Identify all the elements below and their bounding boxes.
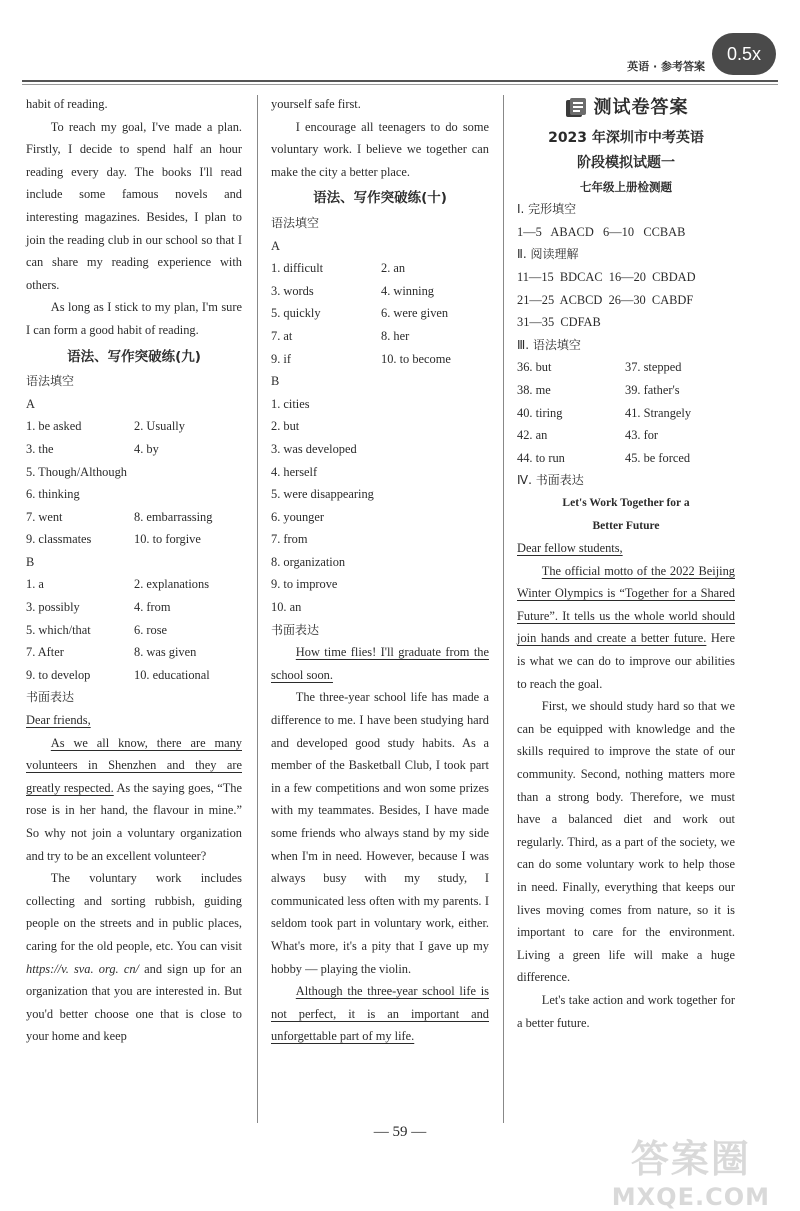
paragraph <box>271 980 489 1048</box>
answer-item: 2. an <box>381 261 406 276</box>
exam-subtitle: 阶段模拟试题一 <box>577 154 675 171</box>
document-icon <box>564 97 588 119</box>
underlined-sentence: As we all know, there are many volunteers in Shenzhen and they are greatly respected. <box>26 735 242 795</box>
greeting: Dear fellow students, <box>517 541 623 556</box>
answer-item: 44. to run <box>517 450 565 465</box>
part-label: B <box>26 554 35 569</box>
part-label: B <box>271 374 280 389</box>
answer-item: 4. by <box>134 441 159 456</box>
part-label: A <box>271 238 280 253</box>
answer-item: 5. were disappearing <box>271 487 374 502</box>
answer-item: 10. to become <box>381 351 451 366</box>
answer-item: 8. her <box>381 328 410 343</box>
section-label: Ⅳ. 书面表达 <box>517 473 584 488</box>
answer-item: 10. to forgive <box>134 532 201 547</box>
answer-item: 3. was developed <box>271 441 357 456</box>
answer-item: 8. organization <box>271 554 346 569</box>
paragraph: yourself safe first. <box>271 97 361 111</box>
column-divider <box>257 95 258 1123</box>
answer-item: 9. to develop <box>26 667 91 682</box>
sentence: The voluntary work includes collecting and sorting rubbish, guiding people on the streets and in public places, caring for the old people, etc. You can visit <box>26 871 242 953</box>
answer-item: 41. Strangely <box>625 405 692 420</box>
sentence: As the saying goes, “The rose is in her hand, the flavour in mine.” So why not join a voluntary organization and try to be an excellent volunteer? <box>26 780 242 863</box>
answer-item: 6. younger <box>271 509 324 524</box>
sentence: Here is what we can do to improve our abilities to reach the goal. <box>517 631 736 691</box>
answer-item: 2. Usually <box>134 419 185 434</box>
answer-item: 4. from <box>134 600 171 615</box>
answer-item: 5. quickly <box>271 306 321 321</box>
answer-grid <box>271 257 489 370</box>
answer-item: 8. embarrassing <box>134 509 213 524</box>
running-header: 英语 · 参考答案 <box>627 60 705 73</box>
grammar-label: 语法填空 <box>271 215 320 230</box>
answer-item: 3. the <box>26 441 54 456</box>
answer-item: 39. father's <box>625 382 680 397</box>
answer-item: 1. be asked <box>26 419 82 434</box>
answer-item: 4. winning <box>381 283 435 298</box>
page-number: — 59 — <box>373 1124 427 1140</box>
column-divider <box>503 95 504 1123</box>
section-label: Ⅰ. 完形填空 <box>517 202 577 217</box>
answer-row: 21—25 ACBCD 26—30 CABDF <box>517 292 694 307</box>
paragraph: habit of reading. <box>26 97 108 111</box>
answer-item: 43. for <box>625 428 659 443</box>
answer-row: 11—15 BDCAC 16—20 CBDAD <box>517 269 696 284</box>
answer-item: 5. which/that <box>26 622 91 637</box>
grammar-label: 语法填空 <box>26 374 75 389</box>
answer-grid <box>26 415 242 551</box>
paragraph <box>26 732 242 868</box>
answer-item: 6. were given <box>381 306 449 321</box>
answer-list <box>271 393 489 619</box>
essay-title: Better Future <box>592 519 660 532</box>
answer-item: 1. difficult <box>271 261 324 276</box>
answer-item: 42. an <box>517 428 548 443</box>
section-label: Ⅲ. 语法填空 <box>517 337 581 352</box>
answer-item <box>134 461 242 484</box>
answer-item: 2. but <box>271 419 300 434</box>
answer-item: 8. was given <box>134 645 197 660</box>
column-1 <box>26 93 242 1048</box>
answer-item: 10. an <box>271 600 302 615</box>
paragraph: The three-year school life has made a difference to me. I have been studying hard and developed good study habits. As a member of the Basketball Club, I took part in a few competitions and won some prizes with my teammates. Besides, I have made some friends who always stand by my side when I'm in need. However, because I was always busy with my study, I communicated less often with my parents. I seldom took part in voluntary work, either. What's more, it's a pity that I gave up my hobby — playing the violin. <box>271 690 489 976</box>
section-label: Ⅱ. 阅读理解 <box>517 247 579 262</box>
answer-item: 7. from <box>271 532 308 547</box>
paragraph: Let's take action and work together for a better future. <box>517 992 735 1030</box>
answer-item: 5. Though/Although <box>26 464 127 479</box>
underlined-sentence: The official motto of the 2022 Beijing Winter Olympics is “Together for a Shared Future”. It tells us the whole world should join hands and create a better future. <box>517 563 735 646</box>
url-text: https://v. sva. org. cn/ <box>26 961 139 976</box>
answer-grid <box>517 356 735 469</box>
answer-item: 37. stepped <box>625 360 682 375</box>
answer-item: 7. went <box>26 509 63 524</box>
watermark-url: MXQE.COM <box>611 1183 770 1211</box>
answer-item: 38. me <box>517 382 551 397</box>
banner-title: 测试卷答案 <box>593 97 689 118</box>
greeting: Dear friends, <box>26 713 91 728</box>
answer-item: 1. a <box>26 577 44 592</box>
paragraph: As long as I stick to my plan, I'm sure I can form a good habit of reading. <box>26 300 242 337</box>
answer-item: 2. explanations <box>134 577 210 592</box>
answer-row: 1—5 ABACD 6—10 CCBAB <box>517 224 686 239</box>
column-3 <box>517 93 735 1034</box>
answer-item: 9. classmates <box>26 532 92 547</box>
answer-item: 45. be forced <box>625 450 691 465</box>
section-title: 语法、写作突破练(十) <box>313 190 447 207</box>
essay-title: Let's Work Together for a <box>562 496 690 509</box>
exam-note: 七年级上册检测题 <box>580 179 672 194</box>
section-title: 语法、写作突破练(九) <box>67 348 201 365</box>
exam-title: 2023 年深圳市中考英语 <box>548 129 704 146</box>
column-2 <box>271 93 489 1048</box>
paragraph: First, we should study hard so that we can be equipped with knowledge and the skills required to improve the state of our community. Second, nothing matters more than a strong body. Therefore, we must have a balanced diet and work out regularly. Third, as a part of the society, we can do some voluntary work to help those in need. Finally, everything that keeps our lives moving comes from nature, so it is important to care for the environment. Living a green life will make a huge difference. <box>517 699 735 985</box>
header-rule-thin <box>22 84 778 85</box>
answer-item: 4. herself <box>271 464 318 479</box>
paragraph: I encourage all teenagers to do some voluntary work. I believe we together can make the city a better place. <box>271 119 489 179</box>
paragraph <box>517 560 735 696</box>
answer-item: 36. but <box>517 360 552 375</box>
writing-label: 书面表达 <box>271 622 320 637</box>
answer-item: 9. if <box>271 351 291 366</box>
writing-label: 书面表达 <box>26 690 75 705</box>
underlined-sentence: Although the three-year school life is not perfect, it is an important and unforgettable part of my life. <box>271 984 489 1044</box>
paragraph <box>26 867 242 1048</box>
paragraph: To reach my goal, I've made a plan. Firstly, I decide to spend half an hour reading every day. The books I'll read include some famous novels and interesting magazines. Besides, I plan to join the reading club in our school so that I can share my reading experience with others. <box>26 119 242 292</box>
answer-item: 3. possibly <box>26 600 80 615</box>
paragraph <box>271 641 489 686</box>
part-label: A <box>26 396 35 411</box>
answer-item: 6. rose <box>134 622 168 637</box>
answer-grid <box>26 573 242 686</box>
answer-item: 1. cities <box>271 396 310 411</box>
zoom-badge[interactable]: 0.5x <box>712 33 776 75</box>
header-rule <box>22 80 778 82</box>
answer-item <box>134 483 242 506</box>
sentence: and sign up for an organization that you are interested in. But you'd better choose one that is close to your home and keep <box>26 961 242 1044</box>
answer-item: 3. words <box>271 283 314 298</box>
answer-item: 7. After <box>26 645 64 660</box>
watermark-logo: 答案圈 <box>630 1137 751 1181</box>
watermark <box>612 1128 770 1211</box>
answers-banner <box>517 97 735 120</box>
answer-item: 40. tiring <box>517 405 563 420</box>
underlined-sentence: How time flies! I'll graduate from the school soon. <box>271 645 489 682</box>
answer-item: 7. at <box>271 328 293 343</box>
answer-item: 6. thinking <box>26 487 80 502</box>
answer-item: 10. educational <box>134 667 210 682</box>
answer-row: 31—35 CDFAB <box>517 315 601 330</box>
answer-item: 9. to improve <box>271 577 338 592</box>
